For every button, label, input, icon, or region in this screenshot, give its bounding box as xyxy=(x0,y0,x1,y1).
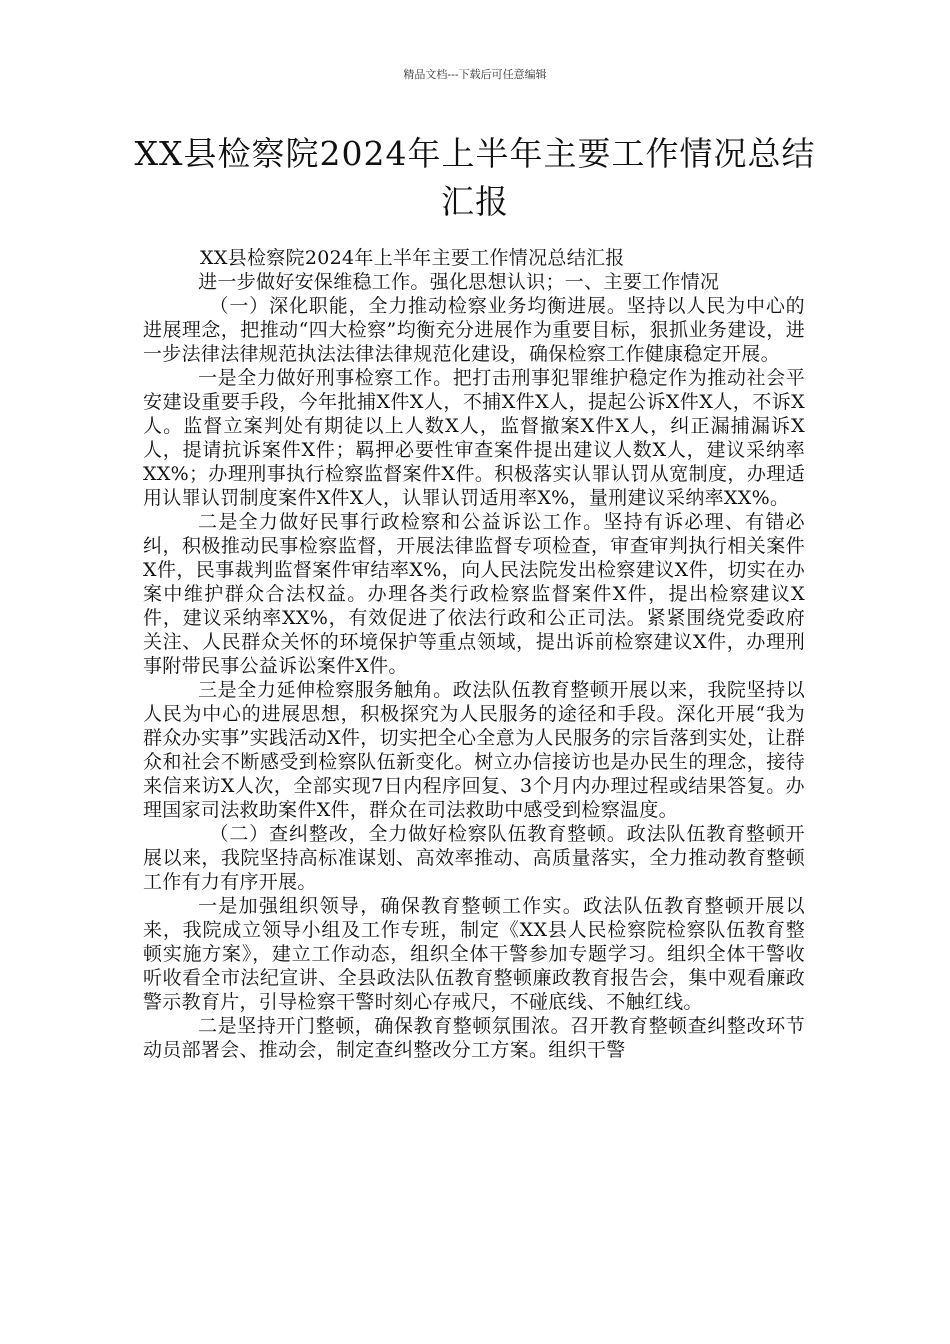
document-body xyxy=(143,246,805,1062)
body-paragraph: 一是全力做好刑事检察工作。把打击刑事犯罪维护稳定作为推动社会平安建设重要手段，今年批捕X件X人，不捕X件X人，提起公诉X件X人，不诉X人。监督立案判处有期徒以上人数X人，监督撤案X件X人，纠正漏捕漏诉X人，提请抗诉案件X件；羁押必要性审查案件提出建议人数X人，建议采纳率XX%；办理刑事执行检察监督案件X件。积极落实认罪认罚从宽制度，办理适用认罪认罚制度案件X件X人，认罪认罚适用率X%，量刑建议采纳率XX%。 xyxy=(143,367,805,509)
body-paragraph: （二）查纠整改，全力做好检察队伍教育整顿。政法队伍教育整顿开展以来，我院坚持高标准谋划、高效率推动、高质量落实，全力推动教育整顿工作有力有序开展。 xyxy=(143,823,805,893)
body-paragraph: 一是加强组织领导，确保教育整顿工作实。政法队伍教育整顿开展以来，我院成立领导小组及工作专班，制定《XX县人民检察院检察队伍教育整顿实施方案》，建立工作动态，组织全体干警参加专题学习。组织全体干警收听收看全市法纪宣讲、全县政法队伍教育整顿廉政教育报告会，集中观看廉政警示教育片，引导检察干警时刻心存戒尺，不碰底线、不触红线。 xyxy=(143,895,805,1013)
body-paragraph: 进一步做好安保维稳工作。强化思想认识；一、主要工作情况 xyxy=(198,271,720,293)
document-title: XX县检察院2024年上半年主要工作情况总结汇报 xyxy=(134,134,816,221)
body-paragraph: 二是全力做好民事行政检察和公益诉讼工作。坚持有诉必理、有错必纠，积极推动民事检察监督，开展法律监督专项检查，审查审判执行相关案件X件，民事裁判监督案件审结率X%，向人民法院发出检察建议X件，切实在办案中维护群众合法权益。办理各类行政检察监督案件X件，提出检察建议X件，建议采纳率XX%，有效促进了依法行政和公正司法。紧紧围绕党委政府关注、人民群众关怀的环境保护等重点领域，提出诉前检察建议X件，办理刑事附带民事公益诉讼案件X件。 xyxy=(143,511,805,677)
page-header-watermark: 精品文档---下载后可任意编辑 xyxy=(403,68,547,81)
body-paragraph: 三是全力延伸检察服务触角。政法队伍教育整顿开展以来，我院坚持以人民为中心的进展思想，积极探究为人民服务的途径和手段。深化开展“我为群众办实事”实践活动X件，切实把全心全意为人民服务的宗旨落到实处，让群众和社会不断感受到检察队伍新变化。树立办信接访也是办民生的理念，接待来信来访X人次，全部实现7日内程序回复、3个月内办理过程或结果答复。办理国家司法救助案件X件，群众在司法救助中感受到检察温度。 xyxy=(143,679,805,821)
body-paragraph: 二是坚持开门整顿，确保教育整顿氛围浓。召开教育整顿查纠整改环节动员部署会、推动会，制定查纠整改分工方案。组织干警 xyxy=(143,1015,805,1061)
body-paragraph: （一）深化职能，全力推动检察业务均衡进展。坚持以人民为中心的进展理念，把推动“四大检察”均衡充分进展作为重要目标，狠抓业务建设，进一步法律法律规范执法法律法律规范化建设，确保检察工作健康稳定开展。 xyxy=(143,295,805,365)
body-paragraph: XX县检察院2024年上半年主要工作情况总结汇报 xyxy=(200,247,625,269)
